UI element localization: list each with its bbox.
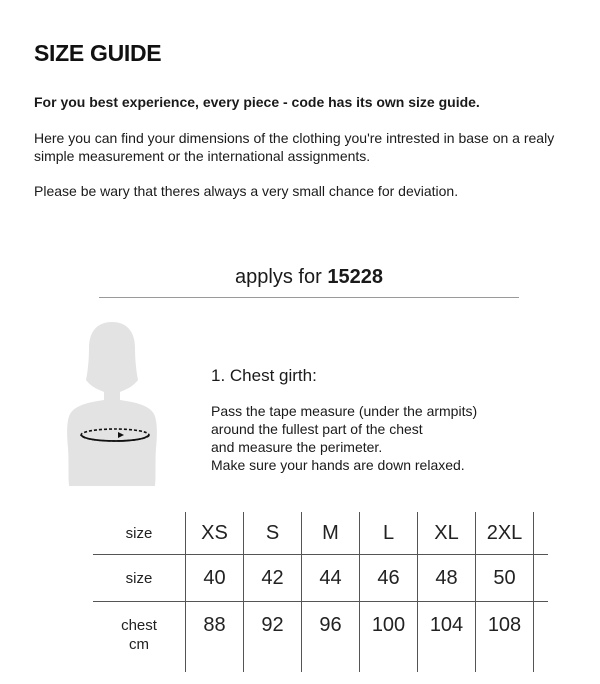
- table-cell: 44: [302, 555, 360, 602]
- intro-text: For you best experience, every piece - code has its own size guide.: [34, 94, 480, 110]
- applies-heading: [99, 264, 519, 290]
- instruction-line: and measure the perimeter.: [211, 439, 383, 455]
- deviation-note: Please be wary that theres always a very small chance for deviation.: [34, 183, 459, 199]
- table-cell: 40: [186, 555, 244, 602]
- table-cell: 42: [244, 555, 302, 602]
- table-cell: XS: [186, 512, 244, 555]
- table-cell: 2XL: [476, 512, 534, 555]
- table-cell: M: [302, 512, 360, 555]
- table-row: [93, 512, 548, 555]
- size-table: [93, 512, 548, 672]
- body-silhouette-icon: [62, 318, 162, 486]
- row-label: [93, 602, 186, 673]
- measurement-instructions: [211, 402, 477, 474]
- page-title: SIZE GUIDE: [34, 40, 162, 66]
- applies-prefix: applys for: [235, 266, 322, 288]
- row-label: size: [93, 555, 186, 602]
- table-edge: [534, 555, 549, 602]
- table-cell: L: [360, 512, 418, 555]
- description-paragraph: Here you can find your dimensions of the clothing you're intrested in base on a realy simple measurement or the international assignments.: [34, 130, 555, 164]
- row-label-unit: cm: [129, 636, 149, 653]
- table-cell: 104: [418, 602, 476, 673]
- measurement-title: 1. Chest girth:: [211, 366, 317, 385]
- table-cell: XL: [418, 512, 476, 555]
- table-cell: 108: [476, 602, 534, 673]
- table-cell: 48: [418, 555, 476, 602]
- instruction-line: Make sure your hands are down relaxed.: [211, 457, 465, 473]
- table-edge: [534, 512, 549, 555]
- table-cell: S: [244, 512, 302, 555]
- divider: [99, 297, 519, 298]
- table-cell: 96: [302, 602, 360, 673]
- table-cell: 88: [186, 602, 244, 673]
- table-edge: [534, 602, 549, 673]
- table-cell: 92: [244, 602, 302, 673]
- table-cell: 50: [476, 555, 534, 602]
- table-row: [93, 602, 548, 673]
- table-cell: 100: [360, 602, 418, 673]
- row-label: size: [125, 524, 153, 542]
- instruction-line: around the fullest part of the chest: [211, 421, 423, 437]
- row-label-line: chest: [121, 617, 157, 634]
- table-row: [93, 555, 548, 602]
- table-cell: 46: [360, 555, 418, 602]
- product-code: 15228: [327, 266, 383, 288]
- instruction-line: Pass the tape measure (under the armpits): [211, 403, 478, 419]
